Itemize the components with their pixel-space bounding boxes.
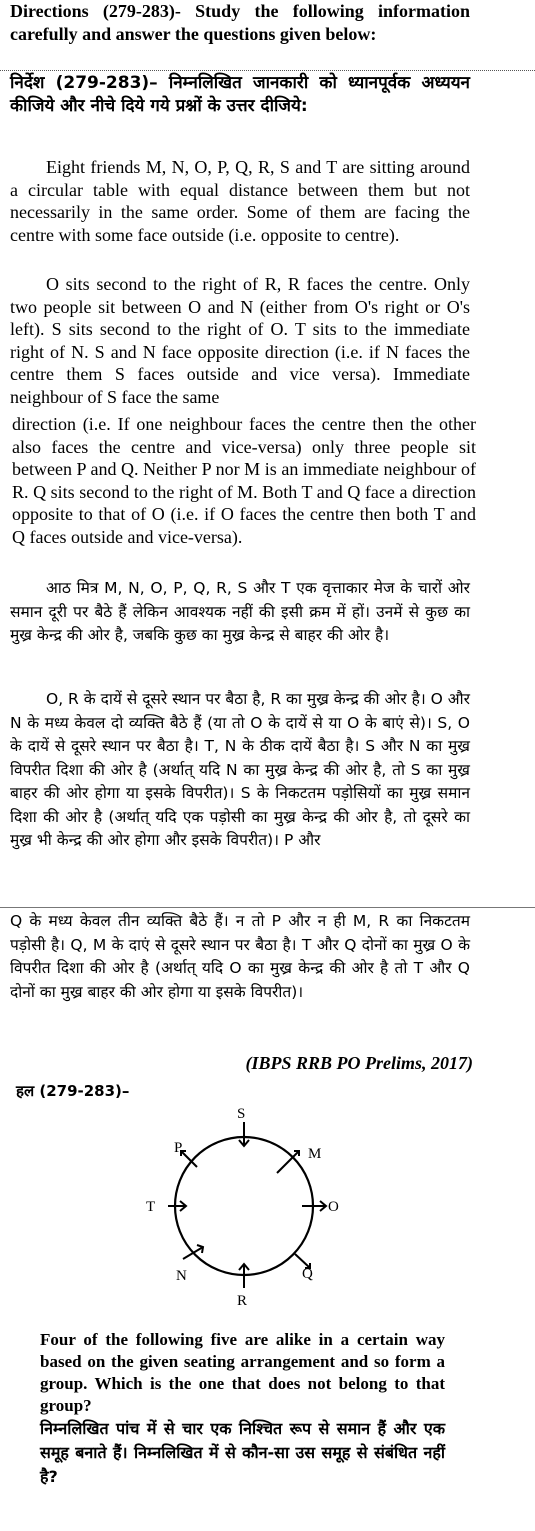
seat-label-t: T [146,1199,156,1215]
seating-diagram [140,1100,360,1320]
seat-label-o: O [328,1199,339,1215]
paragraph-english-2a: O sits second to the right of R, R faces the centre. Only two people sit between O and N (either from O's right or O's left). S sits second to the right of O. T sits to the immediate right of N. S and N face opposite direction (i.e. if N faces the centre them S faces outside and vice versa). Immediate neighbour of S face the same [10,274,470,407]
directions-english: Directions (279-283)- Study the following information carefully and answer the questions given below: [10,1,470,44]
question-english: Four of the following five are alike in a certain way based on the given seating arrangement and so form a group. Which is the one that does not belong to that group? [40,1330,445,1415]
seat-label-q: Q [302,1266,313,1282]
source-citation: (IBPS RRB PO Prelims, 2017) [245,1053,473,1073]
seat-label-m: M [308,1146,322,1162]
paragraph-english-1: Eight friends M, N, O, P, Q, R, S and T are sitting around a circular table with equal distance between them but not necessarily in the same order. Some of them are facing the centre with some face outside (i.e. opposite to centre). [10,157,470,245]
separator-line [0,907,535,908]
paragraph-hindi-2b: Q के मध्य केवल तीन व्यक्ति बैठे हैं। न तो P और न ही M, R का निकटतम पड़ोसी है। Q, M के दाएं से दूसरे स्थान पर बैठा है। T और Q दोनों का मुख्र O के विपरीत दिशा की ओर है (अर्थात् यदि O का मुख्र केन्द्र की ओर है तो T और Q दोनों का मुख्र बाहर की ओर होगा या इसके विपरीत)। [10,912,470,1001]
question-hindi: निम्नलिखित पांच में से चार एक निश्चित रूप से समान हैं और एक समूह बनाते हैं। निम्नलिखित में से कौन-सा उस समूह से संबंधित नहीं है? [40,1419,445,1486]
seat-label-r: R [237,1293,248,1309]
solution-heading: हल (279-283)– [16,1082,130,1100]
paragraph-hindi-2a: O, R के दायें से दूसरे स्थान पर बैठा है, R का मुख्र केन्द्र की ओर है। O और N के मध्य केवल दो व्यक्ति बैठे हैं (या तो O के दायें से या O के बाएं से)। S, O के दायें से दूसरे स्थान पर बैठा है। T, N के ठीक दायें बैठा है। S और N का मुख्र विपरीत दिशा की ओर है (अर्थात् यदि N का मुख्र केन्द्र की ओर है, तो S का मुख्र बाहर की ओर होगा या इसके विपरीत)। S के निकटतम पड़ोसियों का मुख्र समान दिशा की ओर है (अर्थात् यदि एक पड़ोसी का मुख्र केन्द्र की ओर है, तो दूसरे का मुख्र भी केन्द्र की ओर होगा और इसके विपरीत)। P और [10,690,470,849]
paragraph-english-2b: direction (i.e. If one neighbour faces the centre then the other also faces the centre and vice-versa) only three people sit between P and Q. Neither P nor M is an immediate neighbour of R. Q sits second to the right of M. Both T and Q face a direction opposite to that of O (i.e. if O faces the centre then both T and Q faces outside and vice-versa). [12,414,476,547]
seat-label-p: P [174,1140,183,1156]
directions-hindi: निर्देश (279-283)– निम्नलिखित जानकारी को ध्यानपूर्वक अध्ययन कीजिये और नीचे दिये गये प्रश्नों के उत्तर दीजिये: [10,73,470,116]
seat-label-s: S [237,1106,246,1122]
seat-label-n: N [176,1268,187,1284]
paragraph-hindi-1: आठ मित्र M, N, O, P, Q, R, S और T एक वृत्ताकार मेज के चारों ओर समान दूरी पर बैठे हैं लेकिन आवश्यक नहीं की इसी क्रम में हों। उनमें से कुछ का मुख्र केन्द्र की ओर है, जबकि कुछ का मुख्र केन्द्र से बाहर की ओर है। [10,579,470,644]
separator-dotted [0,70,535,71]
